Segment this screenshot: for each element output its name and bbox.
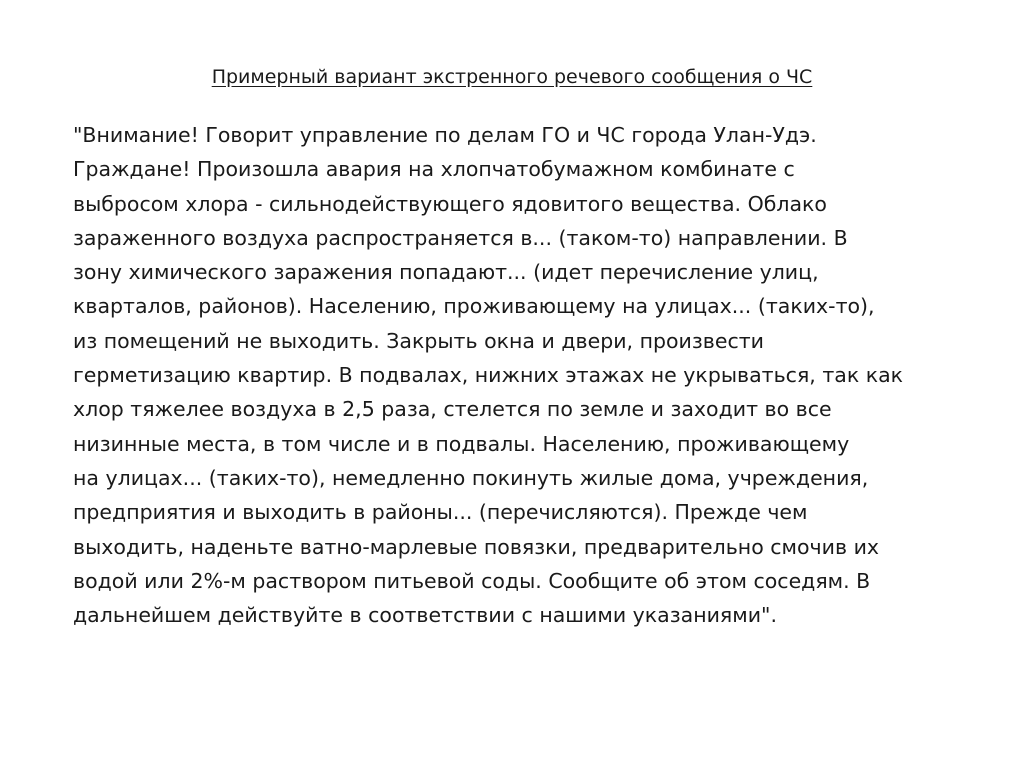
message-line: предприятия и выходить в районы... (перечисляются). Прежде чем — [73, 500, 808, 525]
message-line: зараженного воздуха распространяется в... (таком-то) направлении. В — [73, 225, 848, 250]
message-line: на улицах... (таких-то), немедленно покинуть жилые дома, учреждения, — [73, 465, 869, 490]
message-line: "Внимание! Говорит управление по делам ГО и ЧС города Улан-Удэ. — [73, 123, 817, 147]
message-line: из помещений не выходить. Закрыть окна и двери, произвести — [73, 328, 764, 353]
message-body — [73, 118, 993, 632]
message-line: герметизацию квартир. В подвалах, нижних этажах не укрываться, так как — [73, 363, 904, 388]
message-line: Граждане! Произошла авария на хлопчатобумажном комбинате с — [73, 157, 795, 182]
message-line: выбросом хлора - сильнодействующего ядовитого вещества. Облако — [73, 191, 827, 216]
message-line: водой или 2%-м раствором питьевой соды. Сообщите об этом соседям. В — [73, 568, 871, 593]
message-line: дальнейшем действуйте в соответствии с нашими указаниями". — [73, 603, 777, 628]
message-line: низинные места, в том числе и в подвалы. Населению, проживающему — [73, 431, 850, 456]
message-line: зону химического заражения попадают... (идет перечисление улиц, — [73, 260, 819, 285]
message-line: выходить, наденьте ватно-марлевые повязки, предварительно смочив их — [73, 534, 880, 559]
message-line: кварталов, районов). Населению, проживающему на улицах... (таких-то), — [73, 294, 875, 319]
slide-title: Примерный вариант экстренного речевого сообщения о ЧС — [211, 66, 813, 88]
message-line: хлор тяжелее воздуха в 2,5 раза, стелется по земле и заходит во все — [73, 397, 832, 422]
